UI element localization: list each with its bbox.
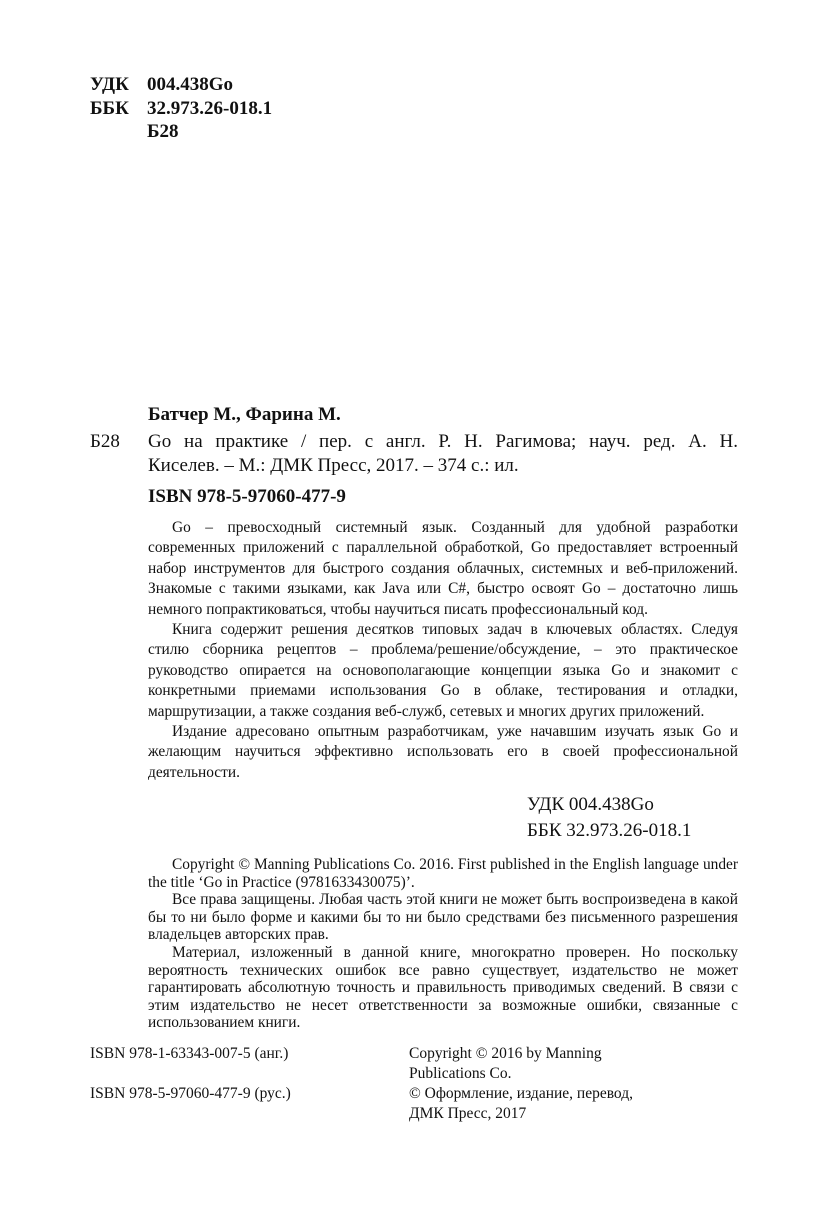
udk-row bbox=[90, 74, 233, 96]
udk-value: 004.438Go bbox=[147, 74, 234, 95]
bbk-row bbox=[90, 98, 272, 120]
annotation bbox=[148, 518, 738, 783]
legal-paragraph: Copyright © Manning Publications Co. 2016. First published in the English language under the title ‘Go in Practice (9781633430075)’. bbox=[148, 856, 738, 891]
udk-label: УДК bbox=[90, 74, 129, 95]
isbn-main: ISBN 978-5-97060-477-9 bbox=[148, 486, 346, 507]
annotation-paragraph: Издание адресовано опытным разработчикам, уже начавшим изучать язык Go и желающим научиться эффективно использовать его в своей профессиональной деятельности. bbox=[148, 723, 738, 781]
annotation-paragraph: Go – превосходный системный язык. Созданный для удобной разработки современных приложений с параллельной обработкой, Go предоставляет встроенный набор инструментов для быстрого создания облачных, системных и веб-приложений. Знакомые с такими языками, как Java или C#, быстро освоят Go – достаточно лишь немного попрактиковаться, чтобы научиться писать профессиональный код. bbox=[148, 519, 738, 618]
bbk-value: 32.973.26-018.1 bbox=[147, 98, 273, 119]
author-mark-row bbox=[90, 121, 179, 143]
copyright-line-3: © Оформление, издание, перевод, bbox=[409, 1085, 634, 1102]
bbk-label: ББК bbox=[90, 98, 129, 119]
legal-paragraph: Материал, изложенный в данной книге, многократно проверен. Но поскольку вероятность технических ошибок все равно существует, издательство не может гарантировать абсолютную точность и правильность приводимых сведений. В связи с этим издательство не несет ответственности за возможные ошибки, связанные с использованием книги. bbox=[148, 943, 738, 1032]
copyright-line-4: ДМК Пресс, 2017 bbox=[409, 1105, 527, 1122]
copyright-line-2: Publications Co. bbox=[409, 1065, 512, 1082]
legal-paragraph: Все права защищены. Любая часть этой книги не может быть воспроизведена в какой бы то ни было форме и какими бы то ни было средствами без письменного разрешения владельцев авторских прав. bbox=[148, 891, 738, 944]
udk-secondary: УДК 004.438Go bbox=[527, 794, 654, 815]
author-mark-left: Б28 bbox=[90, 431, 120, 452]
isbn-english: ISBN 978-1-63343-007-5 (анг.) bbox=[90, 1045, 289, 1062]
title-line-1: Go на практике / пер. с англ. Р. Н. Рагимова; науч. ред. А. Н. bbox=[148, 431, 738, 452]
isbn-russian: ISBN 978-5-97060-477-9 (рус.) bbox=[90, 1085, 291, 1102]
copyright-line-1: Copyright © 2016 by Manning bbox=[409, 1045, 602, 1062]
legal-notice bbox=[148, 856, 738, 1032]
annotation-paragraph: Книга содержит решения десятков типовых задач в ключевых областях. Следуя стилю сборника рецептов – проблема/решение/обсуждение, – это практическое руководство опирается на основополагающие концепции языка Go и знакомит с конкретными приемами использования Go в облаке, тестирования и отладки, маршрутизации, а также создания веб-служб, сетевых и многих других приложений. bbox=[148, 621, 738, 720]
title-line-2: Киселев. – М.: ДМК Пресс, 2017. – 374 с.: ил. bbox=[148, 455, 519, 476]
authors: Батчер М., Фарина М. bbox=[148, 404, 341, 425]
author-mark-top: Б28 bbox=[147, 121, 179, 142]
bbk-secondary: ББК 32.973.26-018.1 bbox=[527, 820, 692, 841]
